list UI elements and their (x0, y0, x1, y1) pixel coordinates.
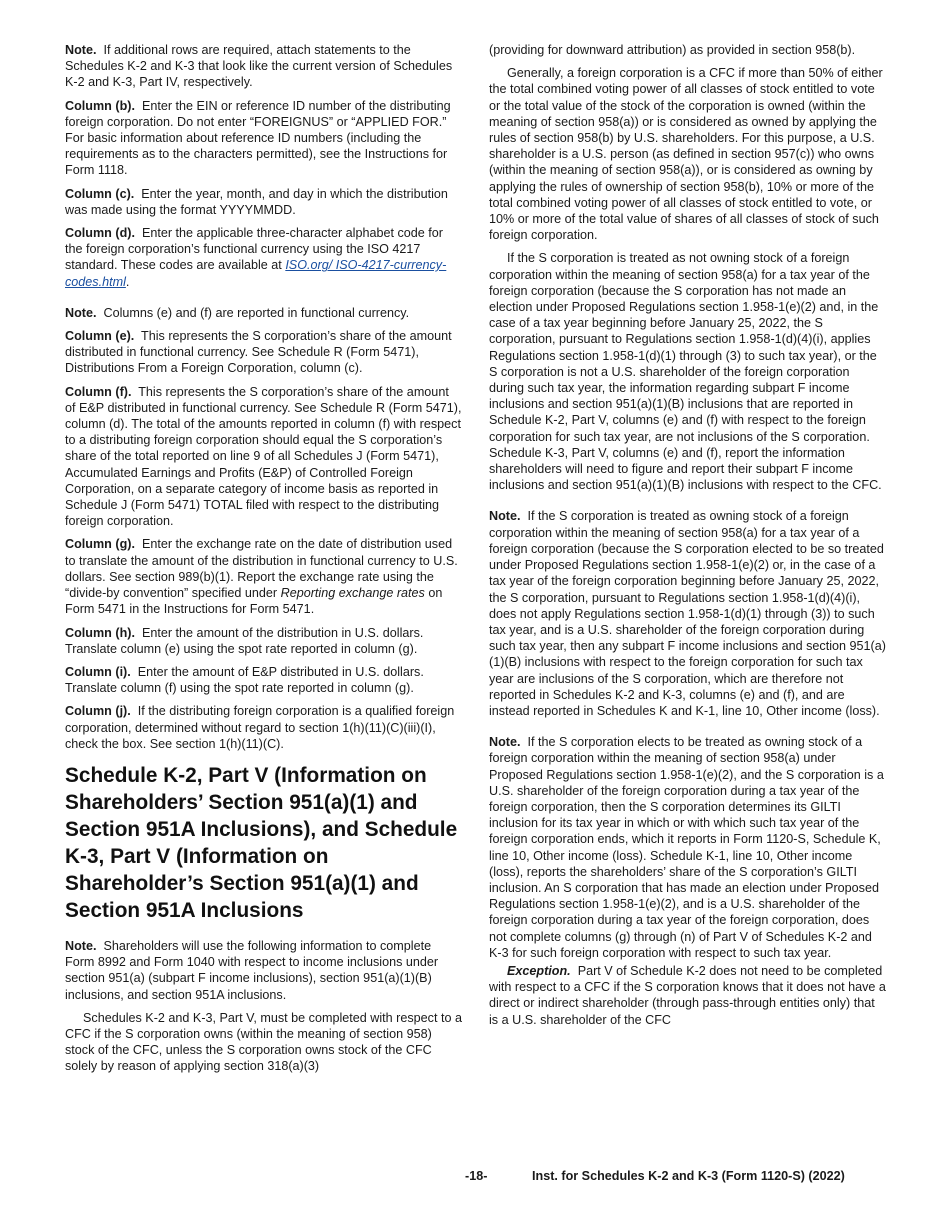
column-g-instructions: Column (g). Enter the exchange rate on the date of distribution used to translate the amount of the distribution in functional currency to U.S. dollars. See section 989(b)(1). Report the exchange rate using the “divide-by convention” specified under Reporting exchange rates on Form 5471 in the Instructions for Form 5471. (65, 537, 458, 617)
paragraph-not-owning-stock: If the S corporation is treated as not owning stock of a foreign corporation within the meaning of section 958(a) for a tax year of the foreign corporation (because the S corporation has not made an election under Proposed Regulations section 1.958-1(e)(2) and, in the case of a tax year beginning before January 25, 2022, the S corporation, pursuant to Regulations section 1.958-1(d)(4)(i), applies Regulations section 1.958-1(d)(1) through (3) to such tax year), or the S corporation is not a U.S. shareholder of the foreign corporation during such tax year, the information regarding subpart F income inclusions and section 951(a)(1)(B) inclusions that are reported in Schedule K-2, Part V, columns (e) and (f) with respect to the foreign corporation for such tax year, are not inclusions of the S corporation. Schedule K-3, Part V, columns (e) and (f), report the information shareholders will need to figure and report their subpart F income inclusions and section 951(a)(1)(B) inclusions with respect to the CFC. (489, 251, 882, 493)
paragraph-exception: Exception. Part V of Schedule K-2 does not need to be completed with respect to a CFC if the S corporation knows that it does not have a direct or indirect shareholder (through pass-through entities only) that is a U.S. shareholder of the CFC (489, 963, 886, 1027)
paragraph-cfc-completion: Schedules K-2 and K-3, Part V, must be completed with respect to a CFC if the S corporation owns (within the meaning of section 958) stock of the CFC, unless the S corporation owns stock of the CFC solely by reason of applying section 318(a)(3) (65, 1010, 462, 1074)
column-c-instructions: Column (c). Enter the year, month, and day in which the distribution was made using the format YYYYMMDD. (65, 186, 448, 217)
paragraph-cfc-definition: Generally, a foreign corporation is a CFC if more than 50% of either the total combined voting power of all classes of stock entitled to vote or the total value of the stock of the corporation is owned (within the meaning of section 958(a)) or is considered as owned by applying the rules of section 958(b) by U.S. shareholders. For this purpose, a U.S. shareholder is a U.S. person (as defined in section 957(c)) who owns (within the meaning of section 958(a)), or is considered as owning by applying the rules of ownership of section 958(b), 10% or more of the total combined voting power of all classes of stock entitled to vote, or 10% or more of the total value of shares of all classes of stock of such foreign corporation. (489, 66, 883, 243)
column-b-instructions: Column (b). Enter the EIN or reference ID number of the distributing foreign corporation. Do not enter “FOREIGNUS” or “APPLIED FOR.” For basic information about reference ID numbers (including the requirements as to the characters permitted), see the Instructions for Form 1118. (65, 98, 451, 178)
page-number: -18- (465, 1169, 488, 1183)
column-e-instructions: Column (e). This represents the S corporation’s share of the amount distributed in functional currency. See Schedule R (Form 5471), Distributions From a Foreign Corporation, column (c). (65, 329, 452, 376)
column-h-instructions: Column (h). Enter the amount of the distribution in U.S. dollars. Translate column (e) using the spot rate reported in column (g). (65, 625, 424, 656)
column-i-instructions: Column (i). Enter the amount of E&P distributed in U.S. dollars. Translate column (f) using the spot rate reported in column (g). (65, 664, 424, 696)
right-column (489, 42, 886, 1035)
iso-currency-codes-link[interactable]: ISO.org/ ISO-4217-currency-codes.html (65, 258, 447, 289)
column-j-instructions: Column (j). If the distributing foreign corporation is a qualified foreign corporation, determined without regard to section 1(h)(11)(C)(iii)(I), check the box. See section 1(h)(11)(C). (65, 704, 455, 751)
left-column (65, 42, 462, 1082)
section-heading: Schedule K-2, Part V (Information on Shareholders’ Section 951(a)(1) and Section 951A Inclusions), and Schedule K-3, Part V (Information on Shareholder’s Section 951(a)(1) and Section 951A Inclusions (65, 763, 458, 922)
footer-title: Inst. for Schedules K-2 and K-3 (Form 1120-S) (2022) (532, 1169, 845, 1183)
paragraph-downward-attribution: (providing for downward attribution) as provided in section 958(b). (489, 43, 856, 57)
note-owning-stock: Note. If the S corporation is treated as owning stock of a foreign corporation within the meaning of section 958(a) for a tax year of a foreign corporation (because the S corporation elected to be so treated under Proposed Regulations section 1.958-1(e)(2) or, in the case of a tax year of the foreign corporation beginning before January 25, 2022, the S corporation, pursuant to Regulations section 1.958-1(d)(4)(i), does not apply Regulations section 1.958-1(d)(1) through (3)) to such tax year, and is a U.S. shareholder of the foreign corporation during such tax year, then any subpart F income inclusions and section 951(a)(1)(B) inclusions with respect to the foreign corporation for such tax year are inclusions of the S corporation, which are therefore not reported in Schedules K-2 and K-3, columns (e) and (f), and are instead reported in Schedules K and K-1, line 10, Other income (loss). (489, 509, 886, 718)
column-d-instructions: Column (d). Enter the applicable three-character alphabet code for the foreign corporation’s functional currency using the ISO 4217 standard. These codes are available at ISO.org/ ISO-4217-currency-codes.html. (65, 226, 447, 289)
column-f-instructions: Column (f). This represents the S corporation’s share of the amount of E&P distributed in functional currency. See Schedule R (Form 5471), column (d). The total of the amounts reported in column (f) with respect to a distributing foreign corporation should equal the S corporation’s share of the total reported on line 9 of all Schedules J (Form 5471), Accumulated Earnings and Profits (E&P) of Controlled Foreign Corporation, on a separate category of income basis as reported in Schedule J (Form 5471) TOTAL filed with respect to the distributing foreign corporation. (65, 384, 462, 529)
note-functional-currency: Note. Columns (e) and (f) are reported in functional currency. (65, 305, 410, 320)
note-additional-rows: Note. If additional rows are required, attach statements to the Schedules K-2 and K-3 that look like the current version of Schedules K-2 and K-3, Part IV, respectively. (65, 43, 453, 90)
note-election-gilti: Note. If the S corporation elects to be treated as owning stock of a foreign corporation within the meaning of section 958(a) under Proposed Regulations section 1.958-1(e)(2), and the S corporation is a U.S. shareholder of the foreign corporation during a tax year of the foreign corporation, then the S corporation determines its GILTI inclusion for its tax year in which or with which such tax year of the foreign corporation ends, which it reports in Form 1120-S, Schedule K, line 10, Other income (loss). Schedule K-1, line 10, Other income (loss), reports the shareholders’ share of the S corporation’s GILTI inclusion. An S corporation that has made an election under Proposed Regulations section 1.958-1(e)(2), and is a U.S. shareholder of the foreign corporation during a tax year of the foreign corporation, does not complete columns (g) through (n) of Part V of Schedules K-2 and K-3 for such foreign corporation with respect to such tax year. (489, 735, 884, 960)
note-shareholders: Note. Shareholders will use the following information to complete Form 8992 and Form 1040 with respect to income inclusions under section 951(a) (subpart F income inclusions), section 951(a)(1)(B) inclusions, and section 951A inclusions. (65, 938, 439, 1002)
